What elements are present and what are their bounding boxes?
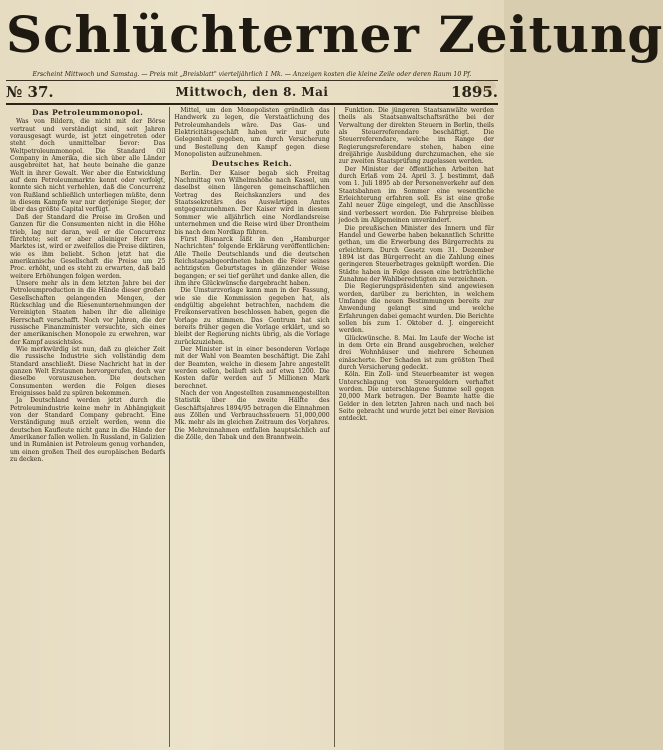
article-paragraph: Berlin. Der Kaiser begab sich Freitag Nachmittag von Wilhelmshöhe nach Kassel, um daselbst einen längeren gemeinschaftlichen Vortrag des Reichskanzlers und des Staatssekretärs des Auswärtigen Amtes entgegenzunehmen. Der Kaiser wird in diesem Sommer wie alljährlich eine Nordlandsreise unternehmen und die Reise wird über Drontheim bis nach dem Nordkap führen. [174, 169, 330, 236]
article-heading-petroleum: Das Petroleummonopol. [31, 108, 144, 117]
article-paragraph: Köln. Ein Zoll- und Steuerbeamter ist wegen Unterschlagung von Steuergeldern verhaftet worden. Die unterschlagene Summe soll gegen 20,000 Mark betragen. Der Beamte hatte die Gelder in den letzten Jahren nach und nach bei Seite gebracht und wurde jetzt bei einer Revision entdeckt. [338, 371, 494, 423]
article-paragraph: Mittel, um den Monopolisten gründlich das Handwerk zu legen, die Verstaatlichung des Petroleumhandels wäre. Das Gas- und Elektricitätsgeschäft haben wir nur gute Gelegenheit gegeben, um durch Versicherung und Bestellung den Kampf gegen diese Monopolisten aufzunehmen. [174, 107, 330, 159]
article-paragraph: Wie merkwürdig ist nun, daß zu gleicher Zeit die russische Industrie sich vollständig dem Standard anschließt. Diese Nachricht hat in der ganzen Welt Erstaunen hervorgerufen, doch war dieselbe vorauszusehen. Die deutschen Consumenten werden die Folgen dieses Ereignisses bald zu spüren bekommen. [10, 346, 166, 398]
column-2 [169, 107, 333, 747]
dateline [6, 81, 498, 105]
article-paragraph: Fürst Bismarck läßt in den „Hamburger Nachrichten" folgende Erklärung veröffentlichen: Alle Theile Deutschlands und die deutschen Reichstagsabgeordneten haben die Feier seines achtzigsten Geburtstages in glänzender Weise begangen; er sei tief gerührt und danke allen, die ihm ihre Glückwünsche dargebracht haben. [174, 235, 330, 287]
masthead-subline: Erscheint Mittwoch und Samstag. — Preis mit „Breisblatt" vierteljährlich 1 Mk. — Anzeigen kosten die kleine Zeile oder deren Raum 10 Pf. [6, 70, 498, 81]
article-paragraph: Ja Deutschland werden jetzt durch die Petroleumindustrie keine mehr in Abhängigkeit von der Standard Company gebracht. Eine Verständigung muß erzielt werden, wenn die deutschen Kaufleute nicht ganz in die Hände der Amerikaner fallen wollen. In Russland, in Galizien und in Rumänien ist Petroleum genug vorhanden, um einen großen Theil des europäischen Bedarfs zu decken. [10, 397, 166, 464]
article-paragraph: Nach der von Angestellten zusammengestellten Statistik über die zweite Hälfte des Geschäftsjahres 1894/95 betragen die Einnahmen aus Zöllen und Verbrauchssteuern 51,000,000 Mk. mehr als im gleichen Zeitraum des Vorjahres. Die Mehreinnahmen entfallen hauptsächlich auf die Zölle, den Tabak und den Branntwein. [174, 390, 330, 442]
issue-date: Mittwoch, den 8. Mai [175, 85, 329, 99]
article-heading-reich: Deutsches Reich. [211, 159, 293, 169]
masthead-title: Schlüchterner Zeitung [6, 5, 663, 64]
issue-year: 1895. [451, 83, 498, 101]
column-3 [334, 107, 498, 747]
article-paragraph: Die preußischen Minister des Innern und für Handel und Gewerbe haben bekanntlich Schritte gethan, um die Erwerbung des Bürgerrechts zu erleichtern. Durch Gesetz vom 31. Dezember 1894 ist das Bürgerrecht an die Zahlung eines geringeren Steuerbetrages geknüpft worden. Die Städte haben in Folge dessen eine beträchtliche Zunahme der Wahlberechtigten zu verzeichnen. [338, 224, 494, 283]
article-paragraph: Daß der Standard die Preise im Großen und Ganzen für die Consumenten nicht in die Höhe trieb, lag nur daran, weil er die Concurrenz fürchtete; seit er aber alleiniger Herr des Marktes ist, wird er zweifellos die Preise diktiren, wie es ihm beliebt. Schon jetzt hat die amerikanische Gesellschaft die Preise um 25 Proc. erhöht, und es steht zu erwarten, daß bald weitere Erhöhungen folgen werden. [10, 213, 166, 280]
article-paragraph: Der Minister ist in einer besonderen Vorlage mit der Wahl von Beamten beschäftigt. Die Zahl der Beamten, welche in diesem Jahre angestellt werden sollen, beläuft sich auf etwa 1200. Die Kosten dafür werden auf 5 Millionen Mark berechnet. [174, 346, 330, 390]
article-paragraph: Unsere mehr als in dem letzten Jahre bei der Petroleumproduction in die Hände dieser großen Gesellschaften gelangenden Mengen, der Rückschlag und die Riesenunternehmungen der Vereinigten Staaten haben ihr die alleinige Herrschaft verschafft. Noch vor Jahren, die der russische Finanzminister versuchte, sich eines der amerikanischen Monopole zu erwehren, war der Kampf aussichtslos. [10, 279, 166, 346]
article-paragraph: Die Regierungspräsidenten sind angewiesen worden, darüber zu berichten, in welchem Umfange die neuen Bestimmungen bereits zur Anwendung gelangt sind und welche Erfahrungen dabei gemacht wurden. Die Berichte sollen bis zum 1. Oktober d. J. eingereicht werden. [338, 283, 494, 335]
article-paragraph: Der Minister der öffentlichen Arbeiten hat durch Erlaß vom 24. April 3. J. bestimmt, daß vom 1. Juli 1895 ab der Personenverkehr auf den Staatsbahnen im Sommer eine wesentliche Erleichterung erfahren soll. Es ist eine große Zahl neuer Züge eingelegt, und die Anschlüsse sind verbessert worden. Die Fahrpreise bleiben jedoch im Allgemeinen unverändert. [338, 165, 494, 225]
paper-stain [474, 80, 496, 92]
article-paragraph: Was von Bildern, die nicht mit der Börse vertraut und verständigt sind, seit Jahren vorausgesagt wurde, ist jetzt eingetreten oder steht doch unmittelbar bevor: Das Weltpetroleummonopol. Die Standard Oil Company in Amerika, die sich über alle Länder ausgebreitet hat, hat heute beinahe die ganze Welt in ihrer Gewalt. Wer aber die Entwicklung auf dem Petroleummarkte kennt oder verfolgt, konnte sich nicht verhehlen, daß die Concurrenz von Rußland schließlich unterliegen müßte, denn in diesem Kampfe war nur derjenige Sieger, der über das größte Capital verfügt. [10, 118, 166, 214]
issue-number: № 37. [6, 83, 54, 101]
article-paragraph: Funktion. Die jüngeren Staatsanwälte werden theils als Staatsanwaltschaftsräthe bei der Verwaltung der direkten Steuern in Berlin, theils als Steuerreferendare beschäftigt. Die Steuerreferendare, welche im Range der Regierungsreferendare stehen, haben eine dreijährige Ausbildung durchzumachen, ehe sie zur zweiten Staatsprüfung zugelassen werden. [338, 107, 494, 166]
article-columns [6, 107, 498, 747]
article-paragraph: Glückwünsche. 8. Mai. Im Laufe der Woche ist in dem Orte ein Brand ausgebrochen, welcher drei Wohnhäuser und mehrere Scheunen einäscherte. Der Schaden ist zum größten Theil durch Versicherung gedeckt. [338, 334, 494, 372]
article-paragraph: Die Umsturzvorlage kann man in der Fassung, wie sie die Kommission gegeben hat, als endgültig abgelehnt betrachten, nachdem die Freikonservativen beschlossen haben, gegen die Vorlage zu stimmen. Das Centrum hat sich bereits früher gegen die Vorlage erklärt, und so bleibt der Regierung nichts übrig, als die Vorlage zurückzuziehen. [174, 287, 330, 346]
column-1 [6, 107, 169, 747]
